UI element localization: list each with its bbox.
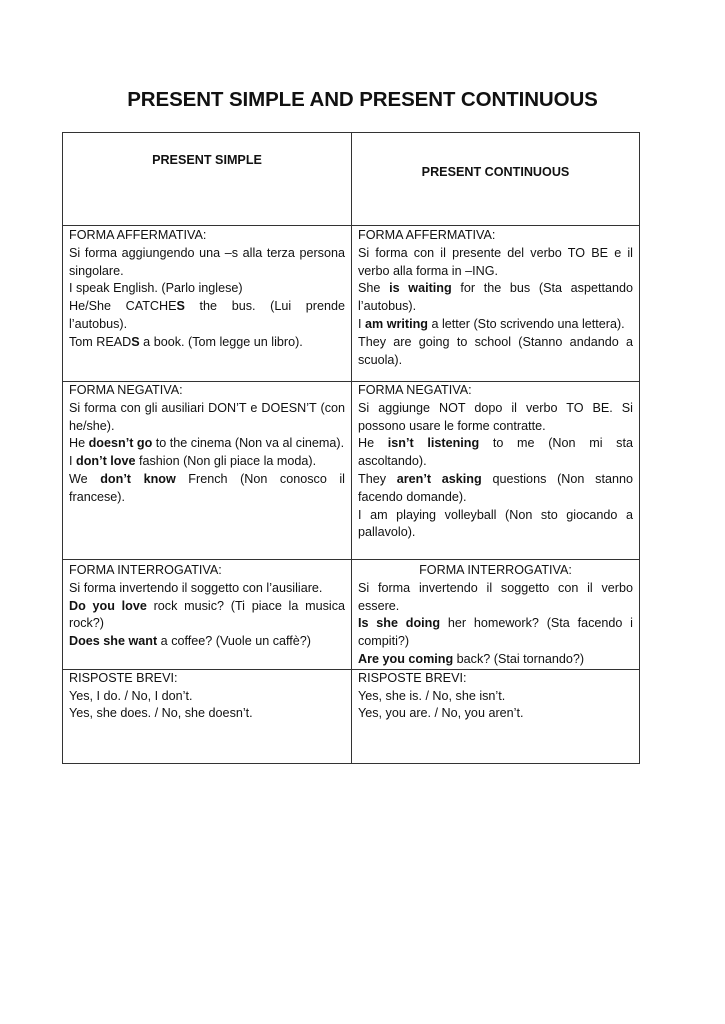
rule-text: Si forma con gli ausiliari DON’T e DOESN’T (con he/she). xyxy=(69,400,345,433)
example-part: French (Non conosco il francese). xyxy=(69,471,345,504)
section-heading: RISPOSTE BREVI: xyxy=(358,670,467,685)
example-text xyxy=(358,316,633,334)
example-part: a letter (Sto scrivendo una lettera). xyxy=(427,316,625,331)
rule-text: Si forma con il presente del verbo TO BE e il verbo alla forma in –ING. xyxy=(358,245,633,278)
header-cell-present-continuous xyxy=(352,133,640,226)
example-part: rock music? (Ti piace la musica rock?) xyxy=(69,598,345,631)
example-part: I xyxy=(69,454,76,469)
section-heading: FORMA AFFERMATIVA: xyxy=(358,228,496,242)
section-heading: FORMA AFFERMATIVA: xyxy=(69,228,207,242)
example-part: I xyxy=(358,316,365,331)
example-part: We xyxy=(69,471,101,486)
example-text: Yes, she does. / No, she doesn’t. xyxy=(69,706,253,721)
example-part: back? (Stai tornando?) xyxy=(453,651,585,666)
header-cell-present-simple xyxy=(63,133,352,226)
example-emphasis: doesn’t go xyxy=(88,436,153,451)
cell-simple-short-answers xyxy=(63,669,352,763)
example-part: for the bus (Sta aspettando l’autobus). xyxy=(358,281,633,314)
example-emphasis: aren’t asking xyxy=(396,471,482,486)
table-row-interrogative xyxy=(63,560,640,670)
rule-text: Si aggiunge NOT dopo il verbo TO BE. Si possono usare le forme contratte. xyxy=(358,400,633,433)
example-part: to the cinema (Non va al cinema). xyxy=(152,436,345,451)
example-part: questions (Non stanno facendo domande). xyxy=(358,471,633,504)
rule-text: Si forma invertendo il soggetto con il verbo essere. xyxy=(358,580,633,613)
example-text xyxy=(69,453,345,471)
rule-text: Si forma invertendo il soggetto con l’ausiliare. xyxy=(69,580,323,595)
cell-simple-negative xyxy=(63,382,352,560)
section-heading: FORMA NEGATIVA: xyxy=(358,383,472,397)
cell-simple-affirmative xyxy=(63,226,352,382)
example-text xyxy=(358,280,633,316)
example-text xyxy=(358,651,633,669)
cell-simple-interrogative xyxy=(63,560,352,670)
example-text xyxy=(69,334,345,352)
header-present-continuous: PRESENT CONTINUOUS xyxy=(421,165,570,179)
cell-continuous-short-answers xyxy=(352,669,640,763)
example-emphasis: am writing xyxy=(365,316,428,331)
example-part: a book. (Tom legge un libro). xyxy=(139,334,303,349)
example-emphasis: don’t love xyxy=(76,454,136,469)
example-part: She xyxy=(358,281,390,296)
table-row-short-answers xyxy=(63,669,640,763)
example-text xyxy=(69,598,345,634)
example-part: to me (Non mi sta ascoltando). xyxy=(358,436,633,469)
example-text xyxy=(358,471,633,507)
example-part: her homework? (Sta facendo i compiti?) xyxy=(358,616,633,649)
example-emphasis: Are you coming xyxy=(358,651,454,666)
section-heading: FORMA INTERROGATIVA: xyxy=(419,563,572,577)
example-part: fashion (Non gli piace la moda). xyxy=(135,454,317,469)
example-text xyxy=(69,435,345,453)
example-emphasis: S xyxy=(176,299,185,314)
example-emphasis: isn’t listening xyxy=(387,436,480,451)
example-text: They are going to school (Stanno andando a scuola). xyxy=(358,334,633,367)
example-part: He/She CATCHE xyxy=(69,299,177,314)
example-text xyxy=(358,435,633,471)
example-part: They xyxy=(358,471,397,486)
section-heading: RISPOSTE BREVI: xyxy=(69,670,178,685)
table-row-negative xyxy=(63,382,640,560)
example-text: Yes, I do. / No, I don’t. xyxy=(69,688,193,703)
table-header-row xyxy=(63,133,640,226)
example-text xyxy=(358,615,633,651)
cell-continuous-negative xyxy=(352,382,640,560)
example-emphasis: Is she doing xyxy=(358,616,441,631)
example-emphasis: is waiting xyxy=(389,281,452,296)
section-heading: FORMA NEGATIVA: xyxy=(69,383,183,397)
header-present-simple: PRESENT SIMPLE xyxy=(152,153,262,167)
example-text: I speak English. (Parlo inglese) xyxy=(69,281,243,296)
example-part: He xyxy=(358,436,388,451)
example-part: Tom READ xyxy=(69,334,132,349)
example-text xyxy=(69,633,345,651)
example-text: I am playing volleyball (Non sto giocando a pallavolo). xyxy=(358,507,633,540)
example-text: Yes, you are. / No, you aren’t. xyxy=(358,706,524,721)
grammar-table xyxy=(62,132,640,764)
example-text xyxy=(69,298,345,334)
cell-continuous-interrogative xyxy=(352,560,640,670)
example-emphasis: S xyxy=(131,334,140,349)
example-part: a coffee? (Vuole un caffè?) xyxy=(157,634,311,649)
section-heading: FORMA INTERROGATIVA: xyxy=(69,563,222,577)
page-title: PRESENT SIMPLE AND PRESENT CONTINUOUS xyxy=(127,88,598,111)
example-text xyxy=(69,471,345,507)
example-part: the bus. (Lui prende l’autobus). xyxy=(69,299,345,331)
example-emphasis: Does she want xyxy=(69,634,158,649)
table-row-affirmative xyxy=(63,226,640,382)
example-part: He xyxy=(69,436,89,451)
example-emphasis: don’t know xyxy=(100,471,176,486)
example-text: Yes, she is. / No, she isn’t. xyxy=(358,688,506,703)
example-emphasis: Do you love xyxy=(69,598,147,613)
rule-text: Si forma aggiungendo una –s alla terza persona singolare. xyxy=(69,245,345,278)
cell-continuous-affirmative xyxy=(352,226,640,382)
